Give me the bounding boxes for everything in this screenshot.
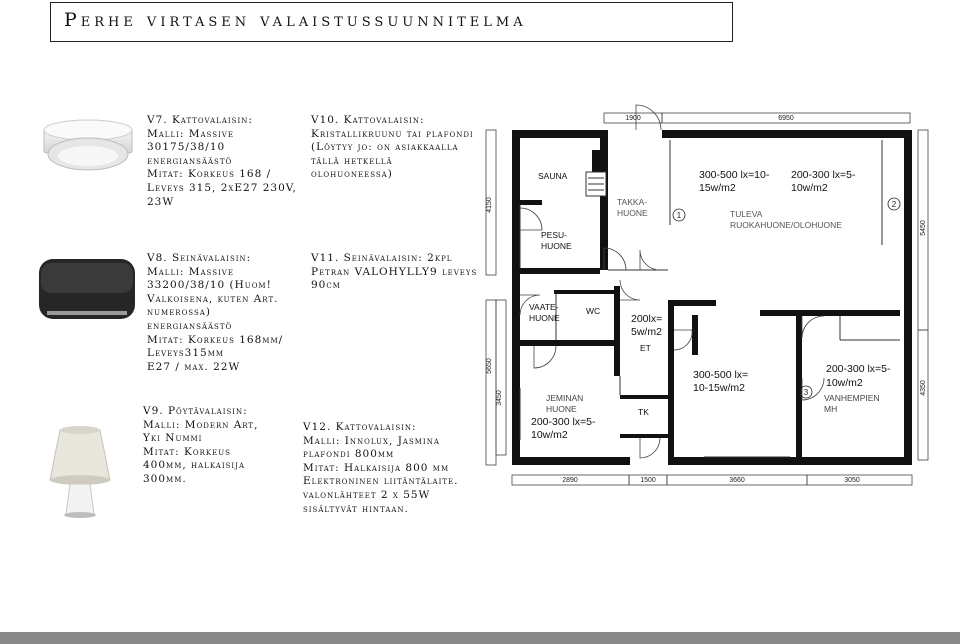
room-wc: WC — [586, 306, 601, 316]
spec-v9-line: Malli: Modern Art, — [143, 418, 259, 431]
room-pesu-1: PESU- — [541, 230, 567, 240]
dim-left-3: 3450 — [496, 390, 503, 406]
spec-v10-line: olohuoneessa) — [311, 168, 393, 181]
dim-left-2: 5650 — [486, 358, 493, 374]
spec-v8-line: Leveys315mm — [147, 347, 225, 360]
dim-bottom-1: 2890 — [562, 477, 578, 484]
spec-v7-line: Leveys 315, 2xE27 230V, — [147, 181, 297, 194]
bottom-bar — [0, 632, 960, 644]
spec-v10-line: tällä hetkellä — [311, 154, 393, 167]
lux-jem-2: 10w/m2 — [531, 429, 568, 441]
room-vaate-2: HUONE — [529, 313, 560, 323]
spec-v10-line: (Löytyy jo: on asiakkaalla — [311, 141, 459, 154]
spec-v9-line: Yki Nummi — [143, 432, 203, 445]
marker-1: 1 — [676, 211, 682, 220]
lux-mid-2: 10-15w/m2 — [693, 382, 745, 394]
spec-v9-line: V9. Pöytävalaisin: — [143, 405, 248, 417]
spec-v7-line: 23W — [147, 195, 175, 208]
spec-v12-line: V12. Kattovalaisin: — [303, 421, 417, 433]
spec-v7-line: energiansäästö — [147, 154, 233, 167]
spec-v10-line: Kristallikruunu tai plafondi — [311, 127, 474, 140]
lux-vh-2: 10w/m2 — [826, 377, 863, 389]
lux-olo-b-2: 10w/m2 — [791, 182, 828, 194]
title-box — [50, 2, 733, 42]
spec-v11 — [311, 252, 477, 293]
spec-v12-line: sisältyvät hintaan. — [303, 502, 409, 515]
spec-v8-line: 33200/38/10 (Huom! — [147, 279, 272, 292]
spec-v7 — [147, 114, 297, 209]
room-sauna: SAUNA — [538, 171, 568, 181]
spec-v8-line: Malli: Massive — [147, 265, 234, 278]
spec-v11-line: V11. Seinävalaisin: 2kpl — [311, 252, 453, 264]
room-vanhempien-1: VANHEMPIEN — [824, 393, 880, 403]
spec-v11-line: 90cm — [311, 279, 341, 292]
dim-left-1: 4150 — [486, 197, 493, 213]
room-jeminan-2: HUONE — [546, 404, 577, 414]
spec-v8-line: E27 / max. 22W — [147, 360, 241, 373]
spec-v8-line: energiansäästö — [147, 319, 233, 332]
lux-mid-1: 300-500 lx= — [693, 369, 749, 381]
v7-ceiling-lamp-image — [38, 112, 138, 186]
room-pesu-2: HUONE — [541, 241, 572, 251]
spec-v12 — [303, 421, 459, 516]
dim-right-2: 4350 — [920, 380, 927, 396]
spec-v11-line: Petran VALOHYLLY9 leveys — [311, 265, 478, 278]
spec-v7-line: V7. Kattovalaisin: — [147, 114, 253, 126]
spec-v12-line: Elektroninen liitäntälaite. — [303, 475, 459, 488]
spec-v8-line: Mitat: Korkeus 168mm/ — [147, 333, 284, 346]
dim-right-1: 5450 — [920, 220, 927, 236]
lux-olo-a-2: 15w/m2 — [699, 182, 736, 194]
spec-v10 — [311, 114, 474, 182]
lux-vh-1: 200-300 lx=5- — [826, 363, 891, 375]
page-title: Perhe virtasen valaistussuunnitelma — [64, 9, 527, 31]
spec-v8-line: numerossa) — [147, 306, 211, 319]
spec-v7-line: Malli: Massive — [147, 127, 234, 140]
room-tuleva-1: TULEVA — [730, 209, 763, 219]
spec-v10-line: V10. Kattovalaisin: — [311, 114, 425, 126]
spec-v8-line: V8. Seinävalaisin: — [147, 252, 252, 264]
v9-table-lamp-image — [30, 398, 130, 522]
floor-plan — [483, 100, 960, 605]
room-tk: TK — [638, 407, 649, 417]
room-takka-2: HUONE — [617, 208, 648, 218]
spec-v12-line: valonlähteet 2 x 55W — [303, 488, 431, 501]
room-takka-1: TAKKA- — [617, 197, 648, 207]
spec-v9-line: Mitat: Korkeus — [143, 445, 231, 458]
spec-v12-line: plafondi 800mm — [303, 448, 395, 461]
spec-v12-line: Mitat: Halkaisija 800 mm — [303, 461, 450, 474]
spec-v9 — [143, 405, 258, 487]
room-vaate-1: VAATE- — [529, 302, 559, 312]
lux-et-2: 5w/m2 — [631, 326, 662, 338]
dim-bottom-3: 3660 — [729, 477, 745, 484]
room-et: ET — [640, 343, 651, 353]
room-tuleva-2: RUOKAHUONE/OLOHUONE — [730, 220, 842, 230]
lux-olo-a-1: 300-500 lx=10- — [699, 169, 770, 181]
dim-top-2: 6950 — [778, 115, 794, 122]
lux-et-1: 200lx= — [631, 313, 663, 325]
lux-jem-1: 200-300 lx=5- — [531, 416, 596, 428]
dim-top-1: 1900 — [625, 115, 641, 122]
spec-v7-line: 30175/38/10 — [147, 141, 226, 154]
spec-v8 — [147, 252, 283, 374]
marker-2: 2 — [891, 200, 897, 209]
spec-v7-line: Mitat: Korkeus 168 / — [147, 168, 272, 181]
spec-v12-line: Malli: Innolux, Jasmina — [303, 434, 440, 447]
spec-v9-line: 400mm, halkaisija — [143, 459, 246, 472]
marker-3: 3 — [803, 388, 809, 397]
lux-olo-b-1: 200-300 lx=5- — [791, 169, 856, 181]
spec-v8-line: Valkoisena, kuten Art. — [147, 292, 279, 305]
room-jeminan-1: JEMINAN — [546, 393, 584, 403]
dim-bottom-2: 1500 — [640, 477, 656, 484]
spec-v9-line: 300mm. — [143, 472, 187, 485]
v8-wall-lamp-image — [37, 255, 137, 325]
dim-bottom-4: 3050 — [844, 477, 860, 484]
room-vanhempien-2: MH — [824, 404, 838, 414]
